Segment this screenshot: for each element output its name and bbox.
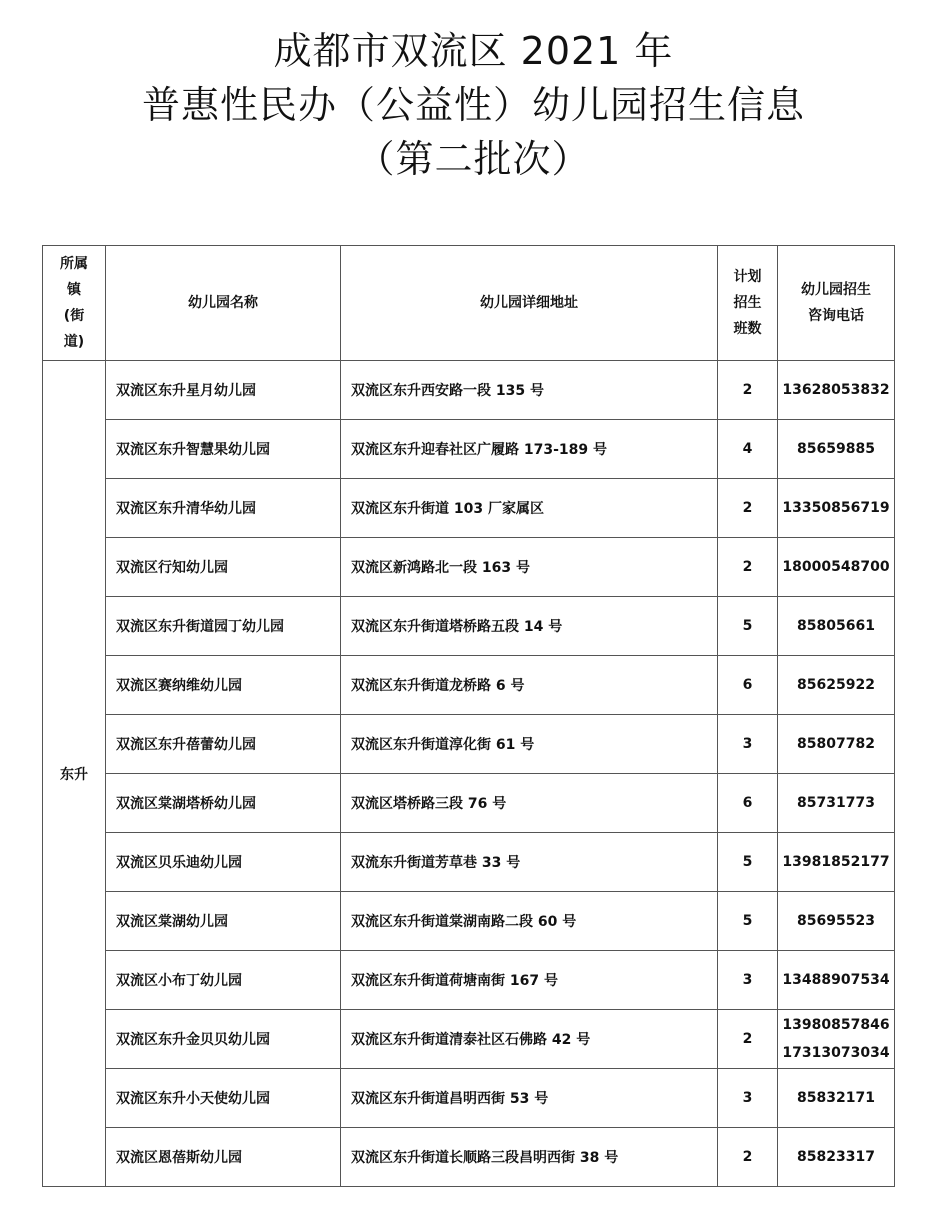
phone-number: 13628053832 [782, 382, 890, 398]
address-cell: 双流区东升街道棠湖南路二段 60 号 [341, 892, 718, 951]
phone-cell [778, 361, 895, 420]
kindergarten-name-cell: 双流区棠湖幼儿园 [106, 892, 341, 951]
address-cell: 双流区东升街道 103 厂家属区 [341, 479, 718, 538]
planned-classes-cell: 2 [718, 361, 778, 420]
kindergarten-name-cell: 双流区东升蓓蕾幼儿园 [106, 715, 341, 774]
phone-cell [778, 656, 895, 715]
phone-number: 13350856719 [782, 500, 890, 516]
table-row [43, 479, 895, 538]
address-cell: 双流区东升西安路一段 135 号 [341, 361, 718, 420]
kindergarten-name-cell: 双流区赛纳维幼儿园 [106, 656, 341, 715]
phone-number: 85731773 [797, 795, 875, 811]
phone-cell [778, 715, 895, 774]
phone-number: 17313073034 [782, 1045, 890, 1061]
header-town: 所属 镇 (街 道) [43, 246, 106, 361]
planned-classes-cell: 2 [718, 538, 778, 597]
planned-classes-cell: 3 [718, 951, 778, 1010]
kindergarten-name-cell: 双流区东升星月幼儿园 [106, 361, 341, 420]
kindergarten-name-cell: 双流区恩蓓斯幼儿园 [106, 1128, 341, 1187]
table-row [43, 361, 895, 420]
phone-cell [778, 538, 895, 597]
table-row [43, 1069, 895, 1128]
address-cell: 双流区东升街道长顺路三段昌明西街 38 号 [341, 1128, 718, 1187]
header-address: 幼儿园详细地址 [341, 246, 718, 361]
phone-number: 13980857846 [782, 1017, 890, 1033]
table-header-row [43, 246, 895, 361]
kindergarten-name-cell: 双流区东升清华幼儿园 [106, 479, 341, 538]
kindergarten-name-cell: 双流区棠湖塔桥幼儿园 [106, 774, 341, 833]
planned-classes-cell: 6 [718, 774, 778, 833]
address-cell: 双流区新鸿路北一段 163 号 [341, 538, 718, 597]
table-body [43, 361, 895, 1187]
table-row [43, 774, 895, 833]
town-cell: 东升 [43, 361, 106, 1187]
address-cell: 双流区东升街道龙桥路 6 号 [341, 656, 718, 715]
table-row [43, 597, 895, 656]
phone-cell [778, 1128, 895, 1187]
header-planned-classes: 计划 招生 班数 [718, 246, 778, 361]
phone-cell [778, 833, 895, 892]
table-row [43, 1128, 895, 1187]
address-cell: 双流区东升街道荷塘南街 167 号 [341, 951, 718, 1010]
phone-number: 85625922 [797, 677, 875, 693]
kindergarten-name-cell: 双流区小布丁幼儿园 [106, 951, 341, 1010]
table-row [43, 656, 895, 715]
document-title [0, 24, 947, 186]
phone-number: 85832171 [797, 1090, 875, 1106]
header-phone: 幼儿园招生 咨询电话 [778, 246, 895, 361]
address-cell: 双流区东升街道塔桥路五段 14 号 [341, 597, 718, 656]
planned-classes-cell: 2 [718, 1128, 778, 1187]
planned-classes-cell: 3 [718, 1069, 778, 1128]
kindergarten-name-cell: 双流区东升金贝贝幼儿园 [106, 1010, 341, 1069]
phone-cell [778, 951, 895, 1010]
address-cell: 双流区东升街道清泰社区石佛路 42 号 [341, 1010, 718, 1069]
phone-number: 13488907534 [782, 972, 890, 988]
planned-classes-cell: 5 [718, 597, 778, 656]
kindergarten-name-cell: 双流区东升街道园丁幼儿园 [106, 597, 341, 656]
title-line-2: 普惠性民办（公益性）幼儿园招生信息 [141, 83, 805, 127]
kindergarten-name-cell: 双流区东升智慧果幼儿园 [106, 420, 341, 479]
kindergarten-name-cell: 双流区东升小天使幼儿园 [106, 1069, 341, 1128]
title-line-1: 成都市双流区 2021 年 [273, 29, 674, 73]
address-cell: 双流区东升迎春社区广履路 173-189 号 [341, 420, 718, 479]
table-row [43, 833, 895, 892]
address-cell: 双流区塔桥路三段 76 号 [341, 774, 718, 833]
planned-classes-cell: 5 [718, 892, 778, 951]
phone-number: 13981852177 [782, 854, 890, 870]
planned-classes-cell: 2 [718, 1010, 778, 1069]
planned-classes-cell: 5 [718, 833, 778, 892]
title-line-3: （第二批次） [356, 137, 591, 181]
phone-cell [778, 892, 895, 951]
address-cell: 双流区东升街道昌明西街 53 号 [341, 1069, 718, 1128]
phone-cell [778, 1010, 895, 1069]
table-row [43, 538, 895, 597]
table-row [43, 715, 895, 774]
planned-classes-cell: 6 [718, 656, 778, 715]
enrollment-table [42, 245, 895, 1187]
table-row [43, 892, 895, 951]
planned-classes-cell: 3 [718, 715, 778, 774]
address-cell: 双流区东升街道淳化街 61 号 [341, 715, 718, 774]
phone-cell [778, 420, 895, 479]
phone-cell [778, 1069, 895, 1128]
phone-cell [778, 597, 895, 656]
table-row [43, 951, 895, 1010]
kindergarten-name-cell: 双流区贝乐迪幼儿园 [106, 833, 341, 892]
planned-classes-cell: 2 [718, 479, 778, 538]
phone-number: 85807782 [797, 736, 875, 752]
phone-number: 85695523 [797, 913, 875, 929]
address-cell: 双流东升街道芳草巷 33 号 [341, 833, 718, 892]
phone-cell [778, 774, 895, 833]
phone-number: 85805661 [797, 618, 875, 634]
phone-number: 85659885 [797, 441, 875, 457]
table-row [43, 1010, 895, 1069]
phone-number: 85823317 [797, 1149, 875, 1165]
table-row [43, 420, 895, 479]
planned-classes-cell: 4 [718, 420, 778, 479]
phone-cell [778, 479, 895, 538]
kindergarten-name-cell: 双流区行知幼儿园 [106, 538, 341, 597]
phone-number: 18000548700 [782, 559, 890, 575]
header-kindergarten-name: 幼儿园名称 [106, 246, 341, 361]
